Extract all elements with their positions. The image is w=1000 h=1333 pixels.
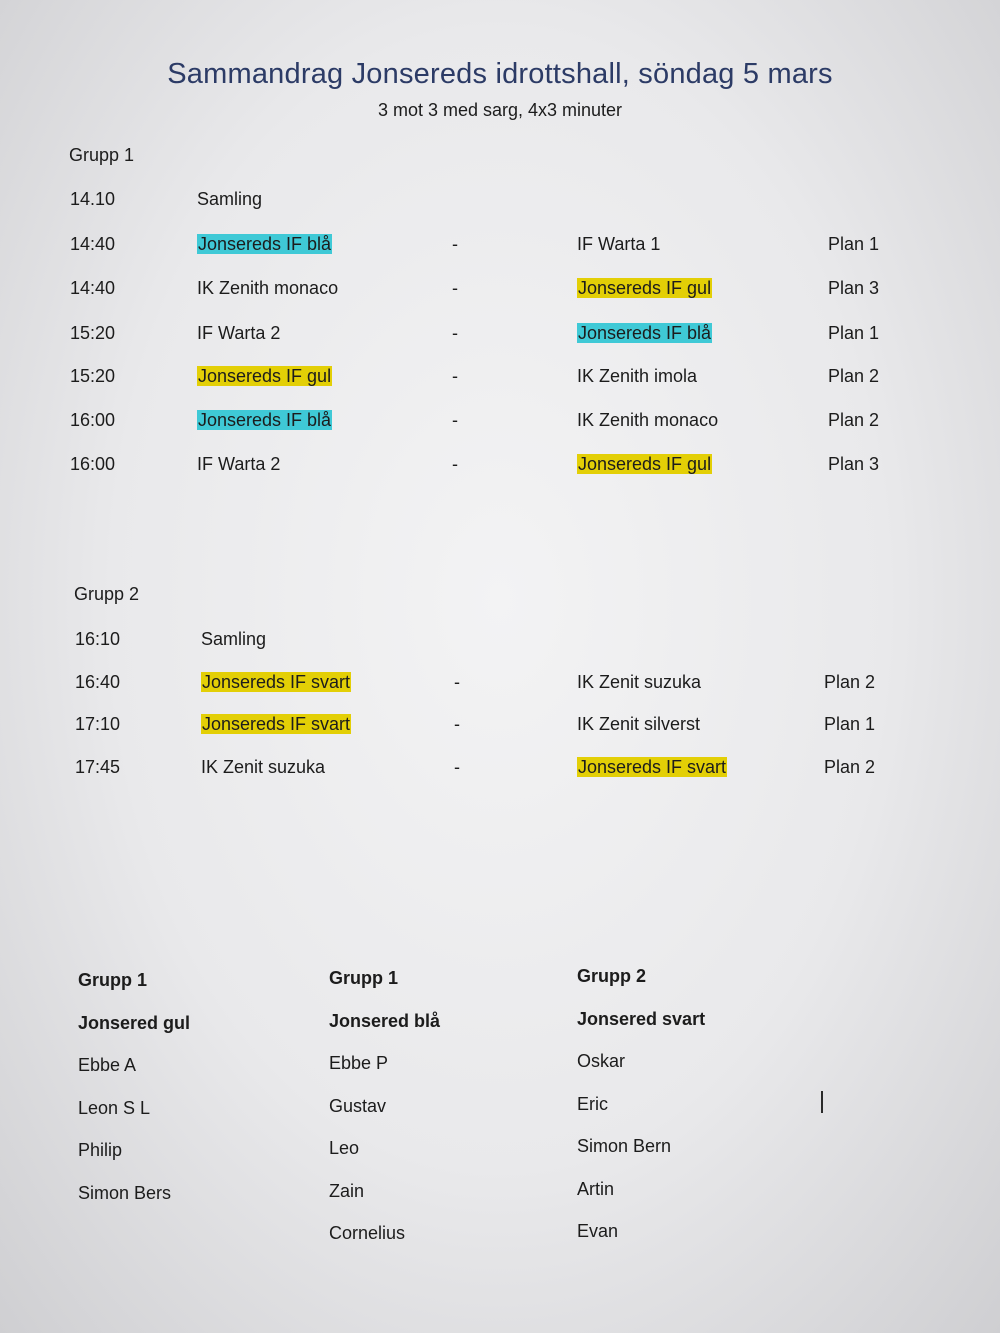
text-cursor	[821, 1091, 823, 1113]
match-separator: -	[452, 454, 458, 474]
roster-player: Philip	[78, 1140, 123, 1160]
match-time: 16:40	[75, 672, 121, 692]
gathering-time: 14.10	[70, 189, 116, 209]
match-time: 15:20	[70, 366, 116, 386]
home-team: IF Warta 2	[197, 323, 281, 343]
roster-player: Oskar	[577, 1051, 626, 1071]
home-team: Jonsereds IF blå	[198, 410, 332, 430]
roster-player: Artin	[577, 1179, 615, 1199]
match-time: 16:00	[70, 410, 116, 430]
group1-gathering-row	[0, 186, 1000, 216]
roster-team-name: Jonsered svart	[577, 1009, 706, 1029]
away-team: Jonsereds IF gul	[578, 454, 712, 474]
roster-player: Ebbe A	[78, 1055, 137, 1075]
home-team: Jonsereds IF gul	[198, 366, 332, 386]
roster-player: Leo	[329, 1138, 360, 1158]
away-team: Jonsereds IF svart	[578, 757, 727, 777]
roster-player: Cornelius	[329, 1223, 406, 1243]
group1-label: Grupp 1	[69, 145, 135, 165]
match-row	[0, 407, 1000, 437]
roster-player: Ebbe P	[329, 1053, 389, 1073]
match-court: Plan 2	[824, 757, 876, 777]
match-row	[0, 669, 1000, 699]
home-team: IF Warta 2	[197, 454, 281, 474]
match-row	[0, 320, 1000, 350]
away-team: IK Zenith monaco	[577, 410, 719, 430]
match-row	[0, 363, 1000, 393]
roster-player: Simon Bers	[78, 1183, 172, 1203]
match-court: Plan 2	[828, 366, 880, 386]
home-team: Jonsereds IF blå	[198, 234, 332, 254]
match-court: Plan 3	[828, 454, 880, 474]
gathering-label: Samling	[201, 629, 267, 649]
match-time: 15:20	[70, 323, 116, 343]
match-time: 14:40	[70, 278, 116, 298]
page-subtitle: 3 mot 3 med sarg, 4x3 minuter	[377, 100, 623, 120]
match-row	[0, 451, 1000, 481]
match-separator: -	[454, 714, 460, 734]
roster-team-name: Jonsered gul	[78, 1013, 191, 1033]
match-separator: -	[452, 366, 458, 386]
group2-label: Grupp 2	[74, 584, 140, 604]
gathering-time: 16:10	[75, 629, 121, 649]
roster-player: Gustav	[329, 1096, 387, 1116]
match-time: 14:40	[70, 234, 116, 254]
match-time: 16:00	[70, 454, 116, 474]
match-row	[0, 231, 1000, 261]
away-team: IK Zenith imola	[577, 366, 698, 386]
match-separator: -	[452, 323, 458, 343]
roster-player: Evan	[577, 1221, 619, 1241]
match-time: 17:10	[75, 714, 121, 734]
match-separator: -	[452, 278, 458, 298]
away-team: IF Warta 1	[577, 234, 661, 254]
match-court: Plan 1	[828, 323, 880, 343]
home-team: Jonsereds IF svart	[202, 714, 351, 734]
match-row	[0, 754, 1000, 784]
match-separator: -	[452, 410, 458, 430]
roster-player: Zain	[329, 1181, 365, 1201]
match-row	[0, 275, 1000, 305]
home-team: IK Zenith monaco	[197, 278, 339, 298]
home-team: IK Zenit suzuka	[201, 757, 326, 777]
away-team: Jonsereds IF blå	[578, 323, 712, 343]
match-row	[0, 711, 1000, 741]
match-court: Plan 1	[824, 714, 876, 734]
away-team: Jonsereds IF gul	[578, 278, 712, 298]
roster-group: Grupp 1	[329, 968, 399, 988]
roster-group: Grupp 2	[577, 966, 647, 986]
roster-player: Leon S L	[78, 1098, 151, 1118]
roster-player: Eric	[577, 1094, 608, 1114]
gathering-label: Samling	[197, 189, 263, 209]
roster-group: Grupp 1	[78, 970, 148, 990]
away-team: IK Zenit suzuka	[577, 672, 702, 692]
match-court: Plan 3	[828, 278, 880, 298]
match-court: Plan 1	[828, 234, 880, 254]
group2-gathering-row	[0, 626, 1000, 656]
match-separator: -	[454, 672, 460, 692]
match-separator: -	[454, 757, 460, 777]
match-court: Plan 2	[824, 672, 876, 692]
home-team: Jonsereds IF svart	[202, 672, 351, 692]
roster-team-name: Jonsered blå	[329, 1011, 441, 1031]
away-team: IK Zenit silverst	[577, 714, 701, 734]
match-separator: -	[452, 234, 458, 254]
match-time: 17:45	[75, 757, 121, 777]
roster-player: Simon Bern	[577, 1136, 672, 1156]
match-court: Plan 2	[828, 410, 880, 430]
page-title: Sammandrag Jonsereds idrottshall, söndag 5 mars	[167, 58, 833, 90]
